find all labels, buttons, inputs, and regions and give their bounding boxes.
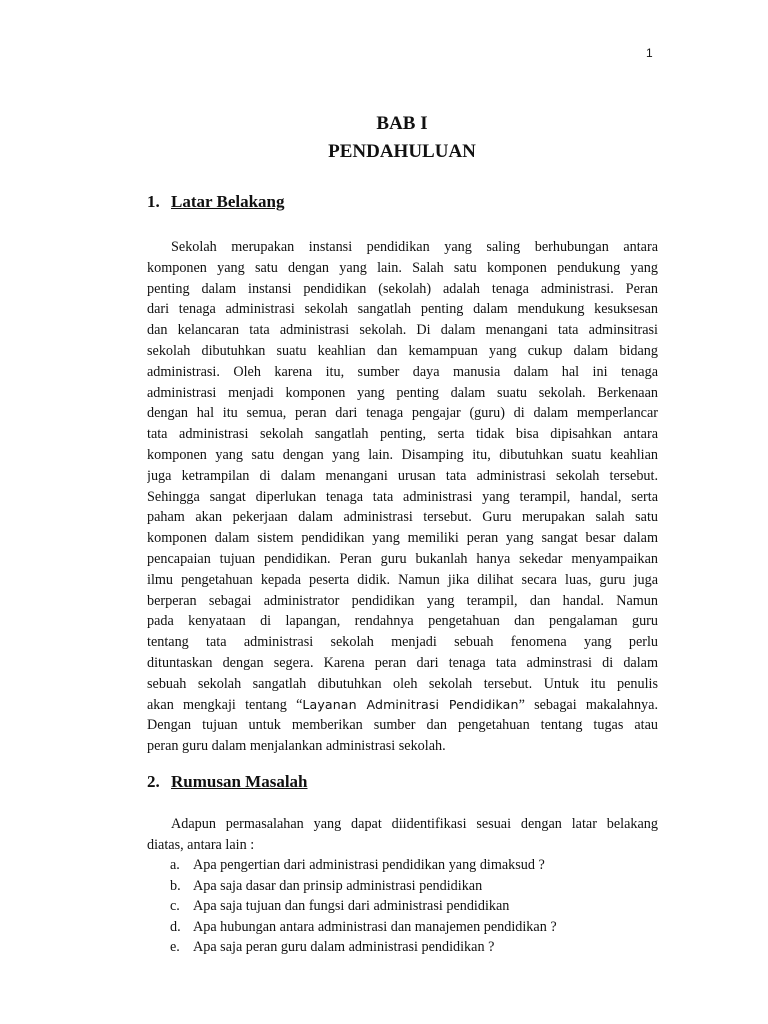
paragraph-line: penting dalam instansi pendidikan (sekolah) adalah tenaga administrasi. Peran: [147, 280, 658, 297]
paragraph-line: juga ketrampilan di dalam menangani urusan tata administrasi sekolah tersebut.: [147, 467, 658, 484]
paragraph-line: komponen yang satu dengan yang lain. Disamping itu, dibutuhkan suatu keahlian: [147, 446, 658, 463]
paragraph-line: komponen dalam sistem pendidikan yang memiliki peran yang sangat besar dalam: [147, 530, 658, 547]
paragraph-line: ilmu pengetahuan kepada peserta didik. Namun jika dilihat secara luas, guru juga: [147, 571, 658, 588]
line-suffix: ” sebagai makalahnya.: [518, 696, 658, 713]
chapter-title: PENDAHULUAN: [328, 141, 476, 162]
paragraph-line: peran guru dalam menjalankan administrasi sekolah.: [147, 738, 446, 755]
section-number: 2.: [147, 772, 160, 791]
list-item: [170, 917, 557, 938]
paragraph-line: dengan hal itu semua, peran dari tenaga pengajar (guru) di dalam memperlancar: [147, 405, 658, 422]
paragraph-line: pada kenyataan di lapangan, rendahnya pengetahuan dan pengalaman guru: [147, 613, 658, 630]
paragraph-line: Sekolah merupakan instansi pendidikan yang saling berhubungan antara: [171, 239, 658, 255]
list-item-text: Apa pengertian dari administrasi pendidikan yang dimaksud ?: [193, 857, 545, 873]
paragraph-line: paham akan pekerjaan dalam administrasi tersebut. Guru merupakan salah satu: [147, 509, 658, 526]
latar-belakang-paragraph: [147, 237, 658, 757]
list-item: [170, 937, 557, 958]
list-item: [170, 896, 557, 917]
list-item: [170, 876, 557, 897]
chapter-heading: [0, 110, 768, 166]
paragraph-line: tata administrasi sekolah sangatlah penting, serta tidak bisa dipisahkan antara: [147, 426, 658, 443]
paragraph-line-with-title: [147, 695, 658, 716]
paragraph-line: komponen yang satu dengan yang lain. Salah satu komponen pendukung yang: [147, 259, 658, 276]
paragraph-line: Sehingga sangat diperlukan tenaga tata administrasi yang terampil, handal, serta: [147, 488, 658, 505]
paragraph-line: administrasi menjadi komponen yang penting dalam suatu sekolah. Berkenaan: [147, 384, 658, 401]
list-marker: e.: [170, 939, 180, 956]
section-heading-rumusan-masalah: [147, 772, 308, 792]
list-item-text: Apa saja dasar dan prinsip administrasi pendidikan: [193, 877, 483, 894]
paragraph-line: dituntaskan dengan segera. Karena peran dari tenaga tata adminstrasi di dalam: [147, 654, 658, 671]
paragraph-line: dari tenaga administrasi sekolah sangatlah penting dalam mendukung kesuksesan: [147, 301, 658, 318]
list-item: [170, 855, 557, 876]
rumusan-masalah-intro: [147, 814, 658, 856]
section-number: 1.: [147, 192, 160, 211]
chapter-label: BAB I: [376, 113, 428, 134]
paragraph-line: diatas, antara lain :: [147, 836, 255, 853]
paragraph-line: tentang tata administrasi sekolah menjadi sebuah fenomena yang perlu: [147, 634, 658, 651]
paragraph-line: Adapun permasalahan yang dapat diidentifikasi sesuai dengan latar belakang: [171, 816, 658, 832]
question-list: [170, 855, 557, 958]
paragraph-line: sekolah dibutuhkan suatu keahlian dan kemampuan yang cukup dalam bidang: [147, 342, 658, 359]
list-marker: a.: [170, 857, 180, 873]
section-title: Rumusan Masalah: [171, 772, 308, 791]
paragraph-line: administrasi. Oleh karena itu, sumber daya manusia dalam hal ini tenaga: [147, 363, 658, 380]
paragraph-line: sebuah sekolah sangatlah dibutuhkan oleh sekolah tersebut. Untuk itu penulis: [147, 675, 658, 692]
line-prefix: akan mengkaji tentang “: [147, 696, 303, 713]
paragraph-line: Dengan tujuan untuk memberikan sumber dan pengetahuan tentang tugas atau: [147, 717, 658, 734]
list-item-text: Apa hubungan antara administrasi dan manajemen pendidikan ?: [193, 918, 557, 935]
paragraph-line: berperan sebagai administrator pendidikan yang terampil, dan handal. Namun: [147, 592, 658, 609]
paragraph-line: dan kelancaran tata administrasi sekolah. Di dalam menangani tata adminsitrasi: [147, 322, 658, 339]
paragraph-line: pencapaian tujuan pendidikan. Peran guru bukanlah hanya sekedar menyampaikan: [147, 550, 658, 567]
list-item-text: Apa saja peran guru dalam administrasi pendidikan ?: [193, 939, 495, 956]
list-marker: d.: [170, 918, 181, 935]
list-item-text: Apa saja tujuan dan fungsi dari administrasi pendidikan: [193, 898, 510, 915]
section-heading-latar-belakang: [147, 192, 285, 212]
page-number: 1: [646, 46, 653, 60]
list-marker: b.: [170, 877, 181, 894]
list-marker: c.: [170, 898, 180, 915]
quoted-title: Layanan Adminitrasi Pendidikan: [302, 696, 519, 712]
section-title: Latar Belakang: [171, 192, 285, 211]
